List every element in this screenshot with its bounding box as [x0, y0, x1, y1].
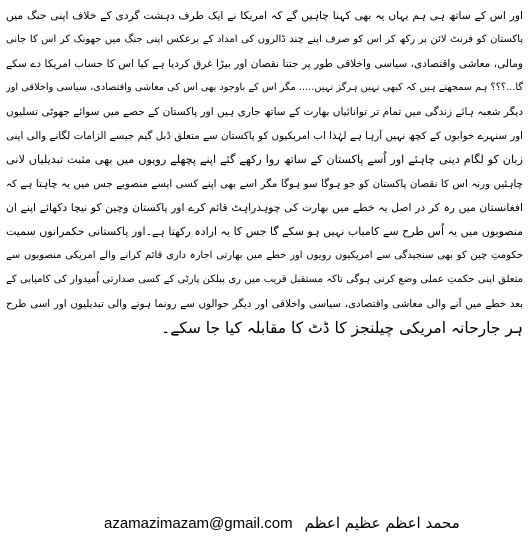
article-line: بعد خطے میں آنے والی معاشی واقتصادی، سیاسی واخلاقی اور دیگر حوالوں سے رونما ہونے والی تبدیلیوں اور اسی طرح: [6, 298, 523, 310]
article-body: [6, 4, 523, 508]
article-line: پاکستان کو فرنٹ لائن پر رکھ کر اس کو صرف اپنے چند ڈالروں کی امداد کے برعکس اپنی جنگ میں جھونک کر اس کا جانی: [6, 34, 523, 45]
article-line: گا...؟؟؟ ہم سمجھتے ہیں کہ کبھی نہیں ہرگز نہیں..... مگر اس کے باوجود بھی اس کی معاشی واقتصادی، سیاسی واخلاقی اور: [6, 82, 523, 93]
article-line: اور اس کے ساتھ ہی ہم یہاں یہ بھی کہنا چاہیں گے کہ امریکا نے ایک طرف دہشت گردی کے خلاف اپنی جنگ میں: [6, 9, 523, 22]
article-line: زبان کو لگام دینی چاہئے اور اُسے پاکستان کے ساتھ روا رکھے گئے اپنے پچھلے رویوں میں بھی مثبت تبدیلیاں لانی: [6, 153, 523, 166]
article-line-last: ہر جارحانہ امریکی چیلنجز کا ڈٹ کا مقابلہ کیا جا سکے۔: [161, 319, 523, 337]
article-line: ومالی، معاشی واقتصادی، سیاسی واخلاقی طور پر جتنا نقصان اور بیڑا غرق کردیا ہے کیا اس کا حساب امریکا دے سکے: [6, 58, 523, 70]
article-line: حکومتِ چین کو بھی سنجیدگی سے امریکیوں رویوں اور خطے میں بھارتی اجارہ داری قائم کرانے والے امریکی منصوبوں سے: [6, 250, 523, 261]
article-line: چاہئیں ورنہ اس کا نقصان پاکستان کو جو ہوگا سو ہوگا مگر اسے بھی اپنے کسی ایسے منصوبے جس میں یہ چاہتا ہے کہ: [6, 178, 523, 190]
article-line: افغانستان میں رہ کر در اصل یہ خطے میں بھارت کی چوہدراہٹ قائم کرے اور پاکستان وچین کو نیچا دکھائے اپنے ان: [6, 201, 523, 214]
article-line: اور سنہرے خوابوں کے کچھ نہیں آرہا ہے لہٰذا اب امریکیوں کو پاکستان سے متعلق ڈبل گیم جیسے الزامات لگانے والی اپنی: [6, 130, 523, 142]
article-line: متعلق اپنی حکمتِ عملی وضع کرنی ہوگی تاکہ مستقبل قریب میں ری پبلکن پارٹی کے کسی صدارتی اُمیدوار کی کامیابی کے: [6, 274, 523, 285]
article-line: منصوبوں میں یہ اُس طرح سے کامیاب نہیں ہو سکے گا جس کا یہ ارادہ رکھتا ہے۔اور پاکستانی حکمرانوں سمیت: [6, 225, 523, 238]
signature: [104, 510, 464, 536]
author-name: محمد اعظم عظیم اعظم: [304, 514, 460, 532]
article-line: دیگر شعبہ ہائے زندگی میں تمام تر توانائیاں بھارت کے ساتھ جاری ہیں اور پاکستان کے حصے میں سوائے جھوٹی تسلیوں: [6, 106, 523, 118]
author-email: azamazimazam@gmail.com: [104, 514, 293, 532]
